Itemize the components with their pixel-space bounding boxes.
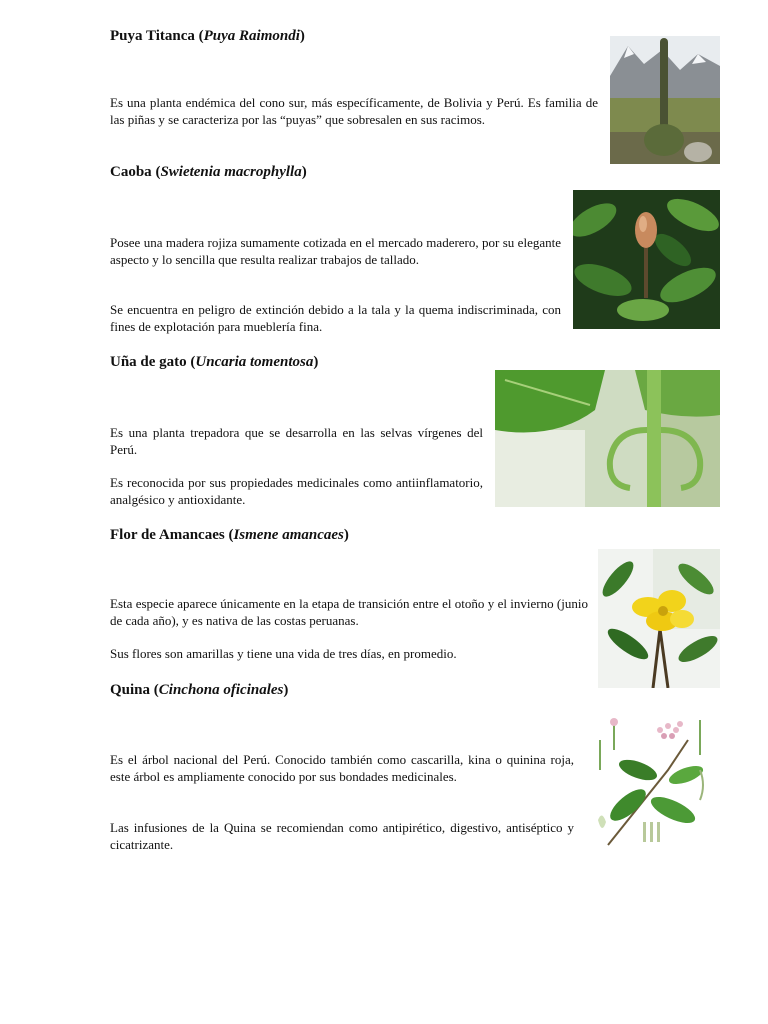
common-name: Quina [110, 682, 151, 698]
section-paragraph: Es una planta endémica del cono sur, más específicamente, de Bolivia y Perú. Es familia de las piñas y se caracteriza por las “puyas” que sobresalen en sus racimos. [110, 95, 598, 127]
common-name: Puya Titanca [110, 28, 195, 44]
section-title-quina: Quina (Cinchona oficinales) [110, 682, 289, 698]
section-paragraph: Sus flores son amarillas y tiene una vida de tres días, en promedio. [110, 646, 457, 661]
scientific-name: Puya Raimondi [203, 28, 300, 44]
section-paragraph: Es reconocida por sus propiedades medicinales como antiinflamatorio, analgésico y antioxidante. [110, 475, 483, 507]
section-title-puya: Puya Titanca (Puya Raimondi) [110, 28, 305, 44]
common-name: Flor de Amancaes [110, 527, 225, 543]
cinchona-botanical-illustration [588, 710, 718, 848]
cats-claw-stem-photo [495, 370, 720, 507]
section-paragraph: Posee una madera rojiza sumamente cotizada en el mercado maderero, por su elegante aspecto y lo sencilla que resulta realizar trabajos de tallado. [110, 235, 561, 267]
section-paragraph: Es una planta trepadora que se desarrolla en las selvas vírgenes del Perú. [110, 425, 483, 457]
scientific-name: Ismene amancaes [233, 527, 344, 543]
section-paragraph: Las infusiones de la Quina se recomiendan como antipirético, digestivo, antiséptico y cicatrizante. [110, 820, 574, 852]
section-title-una-de-gato: Uña de gato (Uncaria tomentosa) [110, 354, 319, 370]
mahogany-fruit-photo [573, 190, 720, 329]
scientific-name: Uncaria tomentosa [195, 354, 314, 370]
scientific-name: Cinchona oficinales [158, 682, 284, 698]
section-title-caoba: Caoba (Swietenia macrophylla) [110, 164, 307, 180]
section-paragraph: Es el árbol nacional del Perú. Conocido también como cascarilla, kina o quinina roja, este árbol es ampliamente conocido por sus bondades medicinales. [110, 752, 574, 784]
section-title-flor-de-amancaes: Flor de Amancaes (Ismene amancaes) [110, 527, 349, 543]
section-paragraph: Se encuentra en peligro de extinción debido a la tala y la quema indiscriminada, con fines de explotación para mueblería fina. [110, 302, 561, 334]
common-name: Uña de gato [110, 354, 187, 370]
common-name: Caoba [110, 164, 152, 180]
scientific-name: Swietenia macrophylla [160, 164, 302, 180]
puya-raimondii-photo [610, 36, 720, 164]
yellow-flower-photo [598, 549, 720, 688]
section-paragraph: Esta especie aparece únicamente en la etapa de transición entre el otoño y el invierno (junio de cada año), y es nativa de las costas peruanas. [110, 596, 588, 628]
